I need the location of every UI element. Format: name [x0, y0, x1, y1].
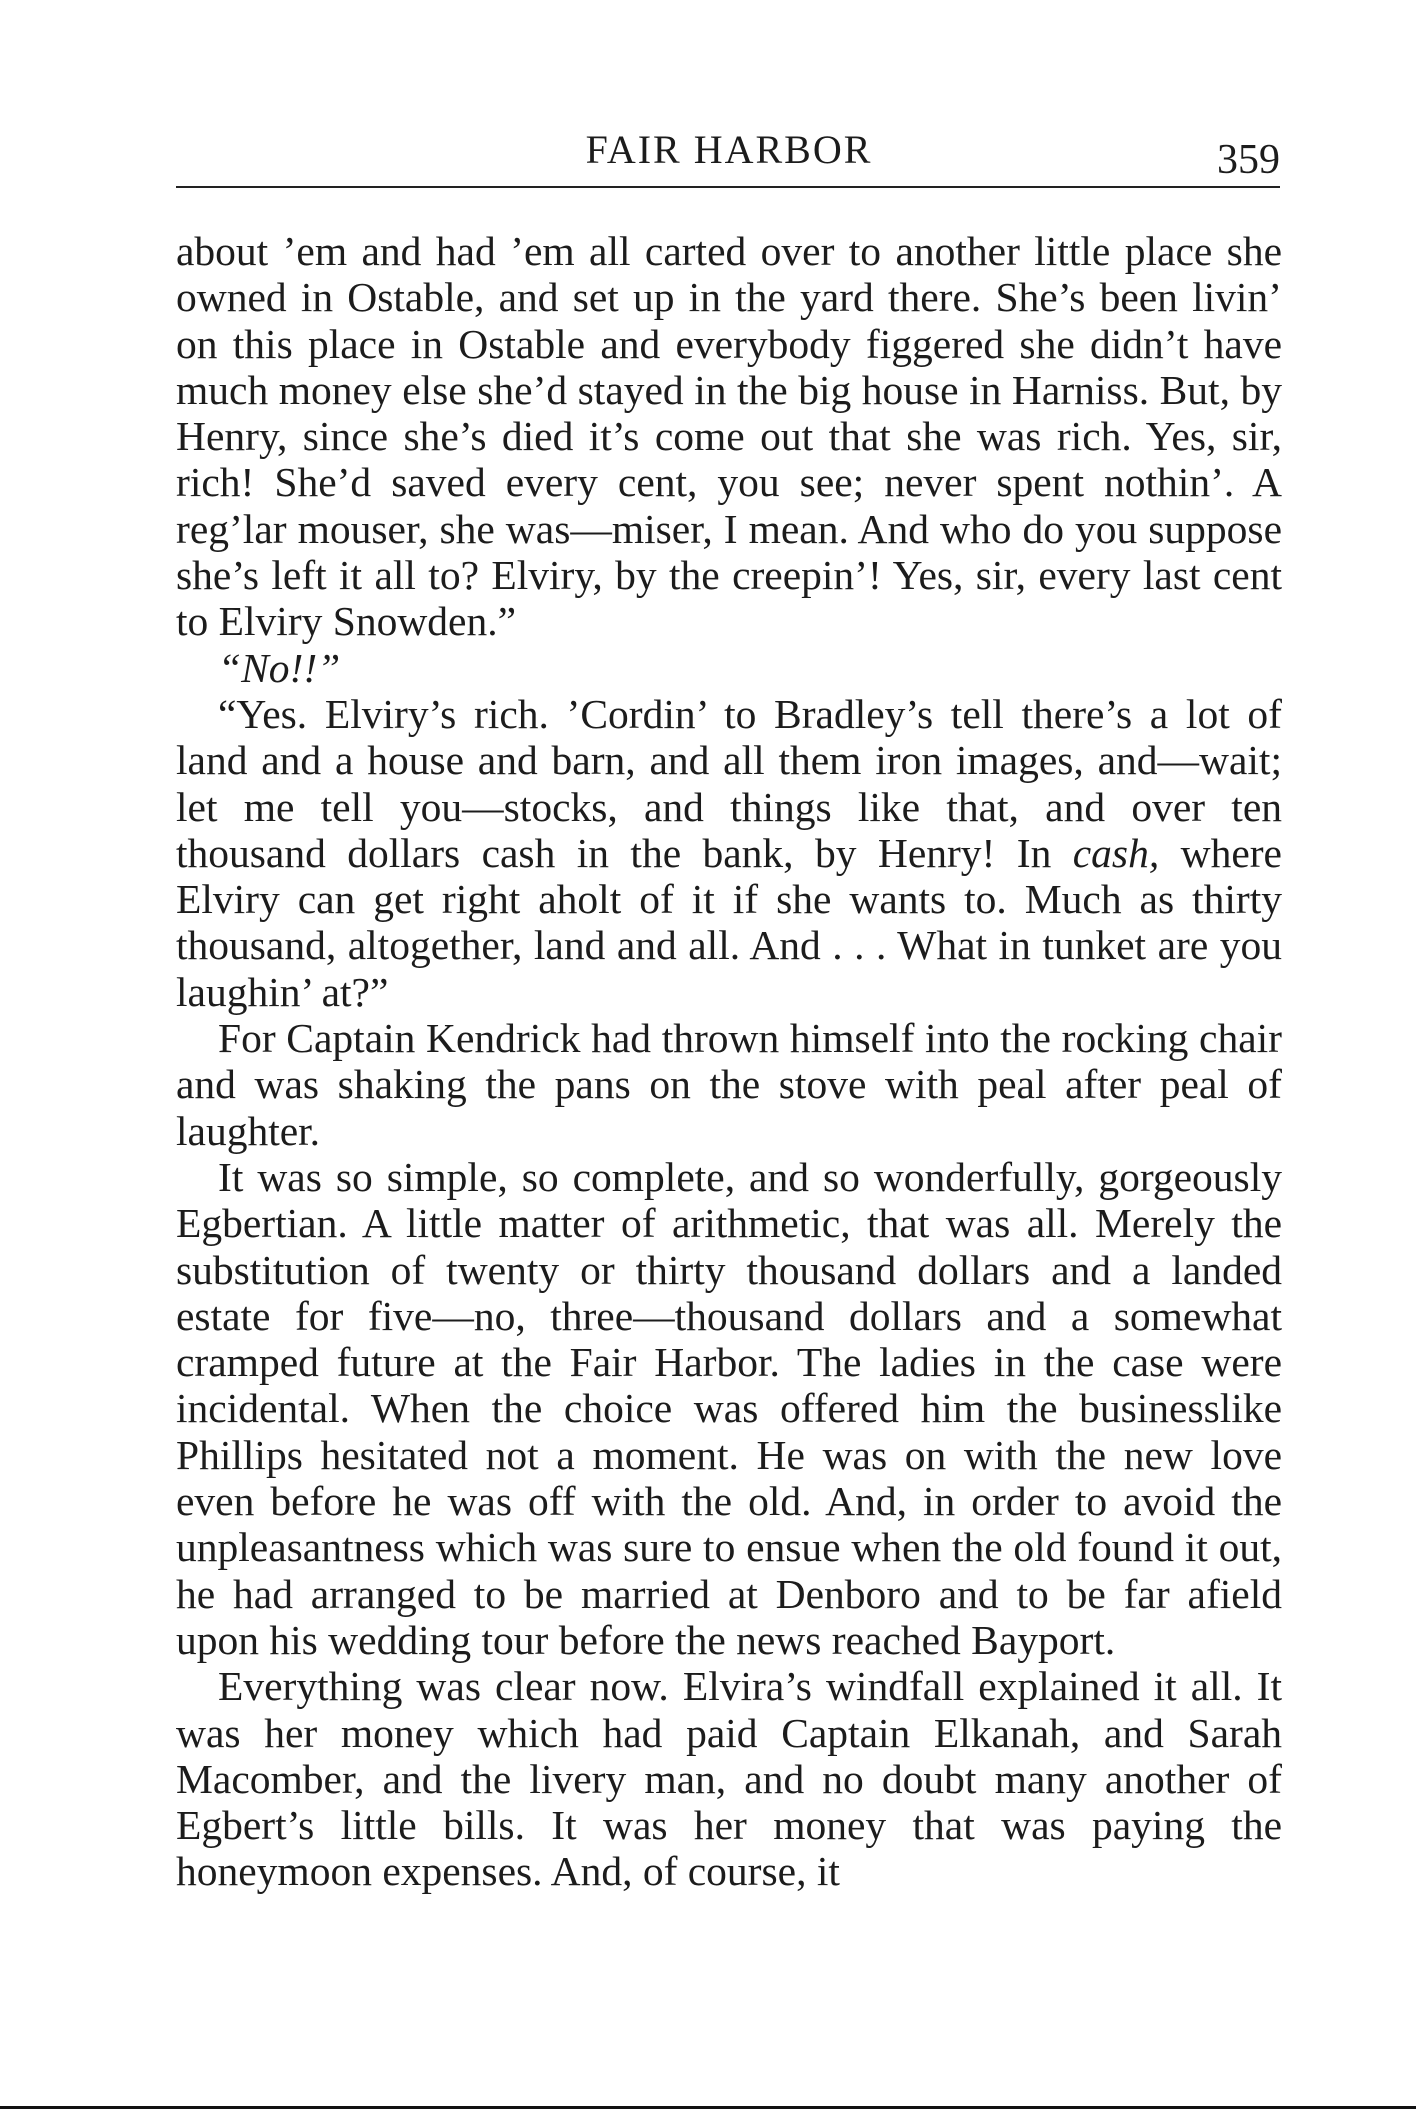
body-text — [176, 228, 1282, 1895]
running-head — [176, 118, 1282, 182]
paragraph-exclamation: “No!!” — [218, 644, 341, 691]
paragraph-text: where Elviry can get right aholt of it if she wants to. Much as thirty thousand, altogether, land and all. And . . . What in tunket are you laughin’ at?” — [176, 829, 1282, 1015]
page-number: 359 — [1217, 137, 1280, 183]
running-title: FAIR HARBOR — [585, 127, 873, 172]
paragraph-text: “Yes. Elviry’s rich. ’Cordin’ to Bradley’s tell there’s a lot of land and a house and barn, and all them iron images, and—wait; let me tell you—stocks, and things like that, and over ten thousand dollars cash in the bank, by Henry! In — [176, 690, 1282, 876]
emphasis-cash: cash, — [1072, 829, 1160, 876]
paragraph-elviry-rich — [176, 691, 1282, 1015]
header-rule — [176, 186, 1280, 188]
paragraph-captain-laughs: For Captain Kendrick had thrown himself into the rocking chair and was shaking the pans on the stove with peal after peal of laughter. — [176, 1015, 1282, 1154]
paragraph-egbertian: It was so simple, so complete, and so wonderfully, gorgeously Egbertian. A little matter of arithmetic, that was all. Merely the substitution of twenty or thirty thousand dollars and a landed estate for five—no, three—thousand dollars and a somewhat cramped future at the Fair Harbor. The ladies in the case were incidental. When the choice was offered him the businesslike Phillips hesitated not a moment. He was on with the new love even before he was off with the old. And, in order to avoid the unpleasantness which was sure to ensue when the old found it out, he had arranged to be married at Denboro and to be far afield upon his wedding tour before the news reached Bayport. — [176, 1153, 1282, 1663]
bottom-rule — [0, 2106, 1416, 2109]
paragraph-continued: about ’em and had ’em all carted over to another little place she owned in Ostable, and set up in the yard there. She’s been livin’ on this place in Ostable and everybody figgered she didn’t have much money else she’d stayed in the big house in Harniss. But, by Henry, since she’s died it’s come out that she was rich. Yes, sir, rich! She’d saved every cent, you see; never spent nothin’. A reg’lar mouser, she was—miser, I mean. And who do you suppose she’s left it all to? Elviry, by the creepin’! Yes, sir, every last cent to Elviry Snowden.” — [176, 228, 1282, 645]
paragraph-windfall: Everything was clear now. Elvira’s windfall explained it all. It was her money which had paid Captain Elkanah, and Sarah Macomber, and the livery man, and no doubt many another of Egbert’s little bills. It was her money that was paying the honeymoon expenses. And, of course, it — [176, 1663, 1282, 1895]
